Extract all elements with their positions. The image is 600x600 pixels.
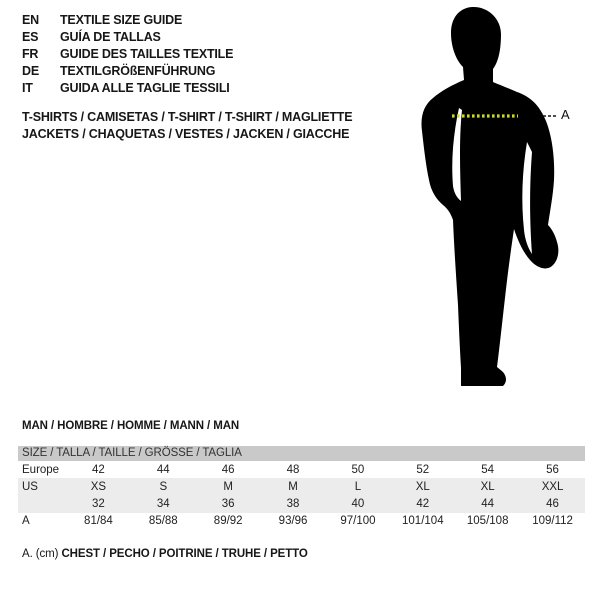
language-code: ES — [22, 30, 39, 45]
footnote-text: CHEST / PECHO / POITRINE / TRUHE / PETTO — [61, 548, 308, 560]
table-cell: 101/104 — [402, 515, 444, 528]
language-label: GUIDE DES TAILLES TEXTILE — [60, 46, 234, 61]
table-cell: XXL — [541, 480, 564, 493]
table-cell: 32 — [92, 497, 105, 510]
table-cell: 105/108 — [466, 515, 509, 528]
table-cell: L — [354, 480, 362, 493]
language-code: DE — [22, 63, 39, 78]
language-label: TEXTILE SIZE GUIDE — [60, 13, 183, 28]
table-cell: 46 — [221, 463, 235, 476]
row-label: US — [22, 480, 38, 493]
size-table-header: SIZE / TALLA / TAILLE / GRÖSSE / TAGLIA — [18, 446, 585, 461]
man-silhouette — [421, 7, 558, 386]
table-cell: 56 — [546, 463, 559, 476]
row-label: Europe — [22, 463, 60, 476]
table-cell: 109/112 — [532, 515, 573, 528]
table-cell: M — [288, 480, 298, 493]
table-cell: 40 — [351, 497, 365, 510]
section-title-man: MAN / HOMBRE / HOMME / MANN / MAN — [22, 420, 240, 432]
row-label: A — [22, 515, 30, 528]
table-cell: M — [223, 480, 233, 493]
table-cell: 38 — [286, 497, 300, 510]
table-cell: 42 — [92, 463, 105, 476]
language-code: EN — [22, 13, 39, 28]
size-table — [18, 446, 585, 530]
measurement-footnote — [22, 548, 308, 560]
table-cell: 50 — [351, 463, 365, 476]
table-row-chest — [18, 513, 585, 530]
table-cell: 93/96 — [278, 515, 308, 528]
table-row-uk — [18, 495, 585, 512]
language-code: FR — [22, 46, 39, 61]
table-cell: 52 — [416, 463, 430, 476]
language-label: GUÍA DE TALLAS — [60, 30, 161, 45]
table-cell: 44 — [156, 463, 170, 476]
language-label: TEXTILGRÖßENFÜHRUNG — [60, 63, 216, 78]
measure-label-a: A — [561, 107, 570, 122]
table-cell: 48 — [286, 463, 300, 476]
language-code: IT — [22, 80, 33, 95]
table-cell: 44 — [481, 497, 495, 510]
table-cell: 36 — [221, 497, 235, 510]
table-row-us — [18, 478, 585, 495]
table-cell: XS — [90, 480, 107, 493]
category-jackets: JACKETS / CHAQUETAS / VESTES / JACKEN / GIACCHE — [22, 126, 350, 141]
table-cell: 97/100 — [340, 515, 376, 528]
table-cell: 54 — [481, 463, 495, 476]
table-cell: 46 — [546, 497, 559, 510]
table-cell: S — [159, 480, 168, 493]
table-cell: XL — [480, 480, 495, 493]
table-cell: 85/88 — [148, 515, 178, 528]
table-cell: 34 — [156, 497, 170, 510]
table-row-europe — [18, 461, 585, 478]
table-cell: 42 — [416, 497, 430, 510]
footnote-prefix: A. (cm) — [22, 548, 59, 560]
language-label: GUIDA ALLE TAGLIE TESSILI — [60, 80, 230, 95]
category-tshirts: T-SHIRTS / CAMISETAS / T-SHIRT / T-SHIRT / MAGLIETTE — [22, 110, 353, 124]
table-cell: 89/92 — [213, 515, 243, 528]
table-cell: XL — [415, 480, 430, 493]
table-cell: 81/84 — [84, 515, 113, 528]
